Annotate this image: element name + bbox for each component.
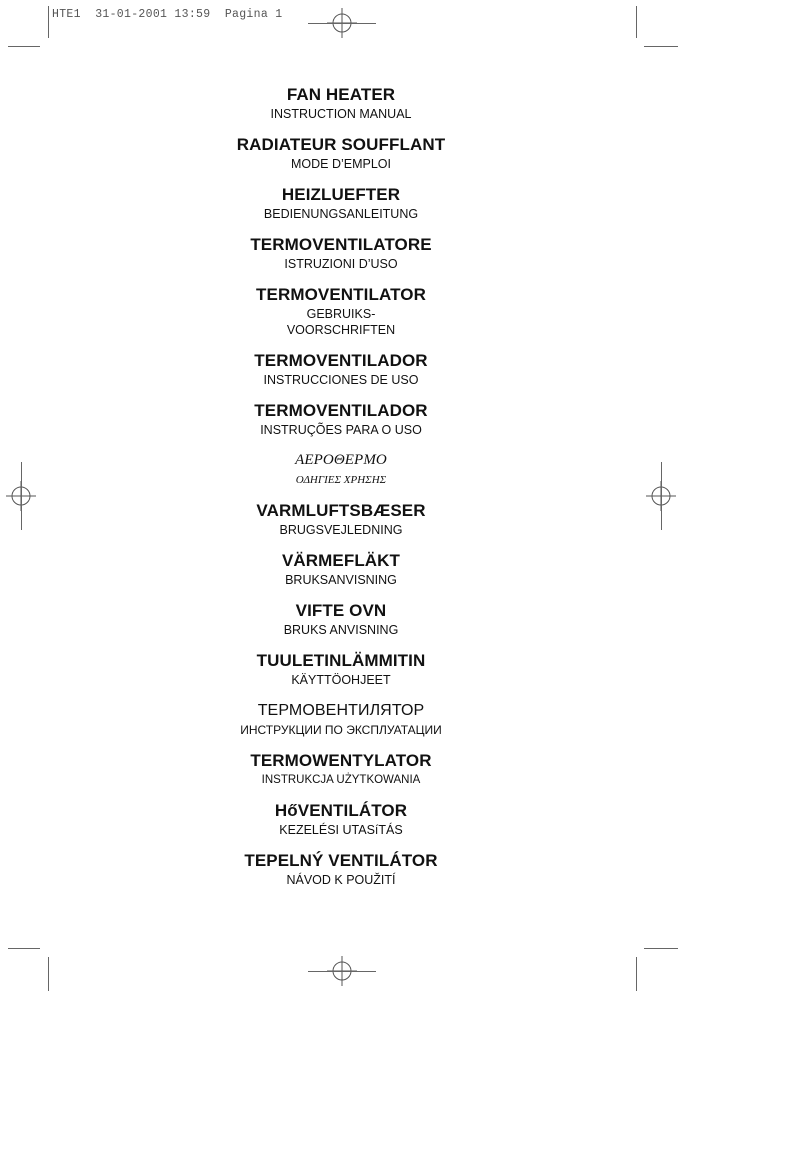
language-entry: [141, 450, 541, 488]
product-title: TUULETINLÄMMITIN: [256, 651, 426, 670]
product-title: TERMOVENTILATOR: [256, 285, 426, 304]
language-entry: [141, 850, 541, 888]
manual-subtitle: INSTRUCTION MANUAL: [270, 107, 412, 121]
manual-subtitle: BEDIENUNGSANLEITUNG: [263, 207, 419, 221]
language-entry: [141, 600, 541, 638]
crop-mark: [636, 6, 637, 38]
manual-subtitle: ИНСТРУКЦИИ ПО ЭКСПЛУАТАЦИИ: [240, 723, 442, 737]
language-entry: [141, 184, 541, 222]
manual-subtitle: BRUKSANVISNING: [285, 573, 397, 587]
product-title: TERMOVENTILADOR: [254, 401, 428, 420]
crop-mark: [48, 957, 49, 991]
language-entry: [141, 84, 541, 122]
print-slug-header: HTE1 31-01-2001 13:59 Pagina 1: [52, 8, 283, 21]
manual-subtitle: INSTRUCCIONES DE USO: [263, 373, 419, 387]
language-entry: [141, 234, 541, 272]
product-title: HEIZLUEFTER: [281, 185, 401, 204]
manual-subtitle: KÄYTTÖOHJEET: [291, 673, 391, 687]
language-entry: [141, 550, 541, 588]
manual-subtitle: GEBRUIKS-: [306, 307, 376, 321]
language-title-list: [141, 84, 541, 888]
manual-subtitle: KEZELÉSI UTASíTÁS: [279, 823, 403, 837]
crop-mark: [8, 948, 40, 949]
manual-subtitle: ΟΔΗΓΙΕΣ ΧΡΗΣΗΣ: [295, 474, 387, 486]
crop-mark: [8, 46, 40, 47]
language-entry: [141, 800, 541, 838]
manual-subtitle: BRUKS ANVISNING: [283, 623, 399, 637]
language-entry: [141, 700, 541, 738]
crop-mark: [636, 957, 637, 991]
product-title: VARMLUFTSBÆSER: [256, 501, 426, 520]
product-title: RADIATEUR SOUFFLANT: [236, 135, 446, 154]
product-title: TERMOWENTYLATOR: [250, 751, 432, 770]
product-title: ТЕРМОВЕНТИЛЯТОР: [257, 702, 425, 719]
product-title: VIFTE OVN: [295, 601, 387, 620]
product-title: TERMOVENTILATORE: [250, 235, 432, 254]
crop-mark: [48, 6, 49, 38]
product-title: VÄRMEFLÄKT: [281, 551, 401, 570]
manual-subtitle: INSTRUKCJA UŻYTKOWANIA: [261, 774, 421, 786]
manual-subtitle: NÁVOD K POUŽITÍ: [286, 873, 396, 887]
registration-line: [308, 971, 376, 972]
language-entry: [141, 284, 541, 338]
product-title: ΑΕΡΟΘΕΡΜΟ: [295, 452, 387, 468]
registration-line: [21, 462, 22, 530]
language-entry: [141, 350, 541, 388]
language-entry: [141, 500, 541, 538]
language-entry: [141, 750, 541, 788]
manual-subtitle-line2: VOORSCHRIFTEN: [286, 323, 396, 337]
product-title: FAN HEATER: [286, 85, 396, 104]
crop-mark: [644, 46, 678, 47]
manual-subtitle: INSTRUÇÕES PARA O USO: [260, 423, 422, 437]
product-title: TEPELNÝ VENTILÁTOR: [244, 851, 438, 870]
language-entry: [141, 134, 541, 172]
product-title: TERMOVENTILADOR: [254, 351, 428, 370]
product-title: HőVENTILÁTOR: [274, 801, 408, 820]
language-entry: [141, 400, 541, 438]
manual-subtitle: BRUGSVEJLEDNING: [279, 523, 403, 537]
manual-subtitle: MODE D’EMPLOI: [290, 157, 391, 171]
registration-line: [661, 462, 662, 530]
language-entry: [141, 650, 541, 688]
crop-mark: [644, 948, 678, 949]
registration-line: [308, 23, 376, 24]
manual-subtitle: ISTRUZIONI D’USO: [284, 257, 398, 271]
